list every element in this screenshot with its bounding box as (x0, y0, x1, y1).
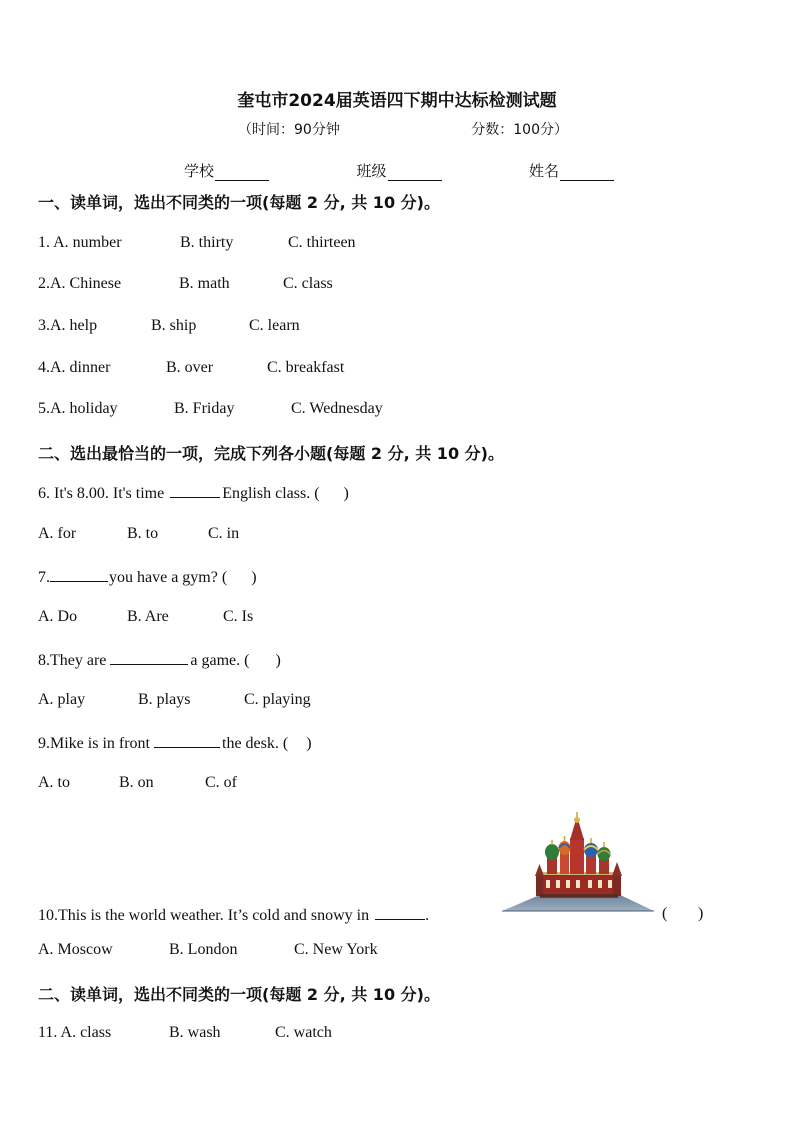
question-1: 1. A. number B. thirty C. thirteen (38, 234, 356, 251)
answer-blank[interactable] (170, 483, 220, 498)
saint-basil-cathedral-icon (500, 810, 656, 914)
answer-blank[interactable] (50, 567, 108, 582)
question-6-options: A. for B. to C. in (38, 525, 240, 542)
section-heading-3: 二、读单词，选出不同类的一项(每题 2 分, 共 10 分)。 (38, 985, 440, 1004)
question-5: 5.A. holiday B. Friday C. Wednesday (38, 400, 383, 417)
question-7-options: A. Do B. Are C. Is (38, 608, 254, 625)
answer-blank[interactable] (110, 650, 188, 665)
question-9: 9.Mike is in front the desk. ( ) (38, 735, 312, 752)
answer-blank[interactable] (154, 733, 220, 748)
time-limit: （时间：90分钟 (238, 122, 340, 138)
answer-blank[interactable] (375, 905, 425, 920)
question-10-options: A. Moscow B. London C. New York (38, 941, 378, 958)
section-heading-1: 一、读单词，选出不同类的一项(每题 2 分, 共 10 分)。 (38, 193, 440, 212)
section-heading-2: 二、选出最恰当的一项，完成下列各小题(每题 2 分, 共 10 分)。 (38, 444, 504, 463)
student-info (184, 160, 614, 181)
question-2: 2.A. Chinese B. math C. class (38, 275, 333, 292)
question-9-options: A. to B. on C. of (38, 774, 237, 791)
question-8-options: A. play B. plays C. playing (38, 691, 311, 708)
question-11: 11. A. class B. wash C. watch (38, 1024, 332, 1041)
class-field[interactable]: 班级 (356, 160, 441, 181)
question-8: 8.They are a game. ( ) (38, 652, 281, 669)
question-10: 10.This is the world weather. It’s cold and snowy in . ( ) (38, 905, 704, 924)
name-field[interactable]: 姓名 (529, 160, 614, 181)
school-field[interactable]: 学校 (184, 160, 269, 181)
question-3: 3.A. help B. ship C. learn (38, 317, 300, 334)
total-score: 分数：100分） (471, 122, 568, 138)
exam-meta (238, 119, 568, 139)
page-title: 奎屯市2024届英语四下期中达标检测试题 (237, 91, 557, 111)
question-4: 4.A. dinner B. over C. breakfast (38, 359, 345, 376)
question-7: 7. you have a gym? ( ) (38, 569, 257, 586)
question-6: 6. It's 8.00. It's time English class. ( ) (38, 485, 349, 502)
